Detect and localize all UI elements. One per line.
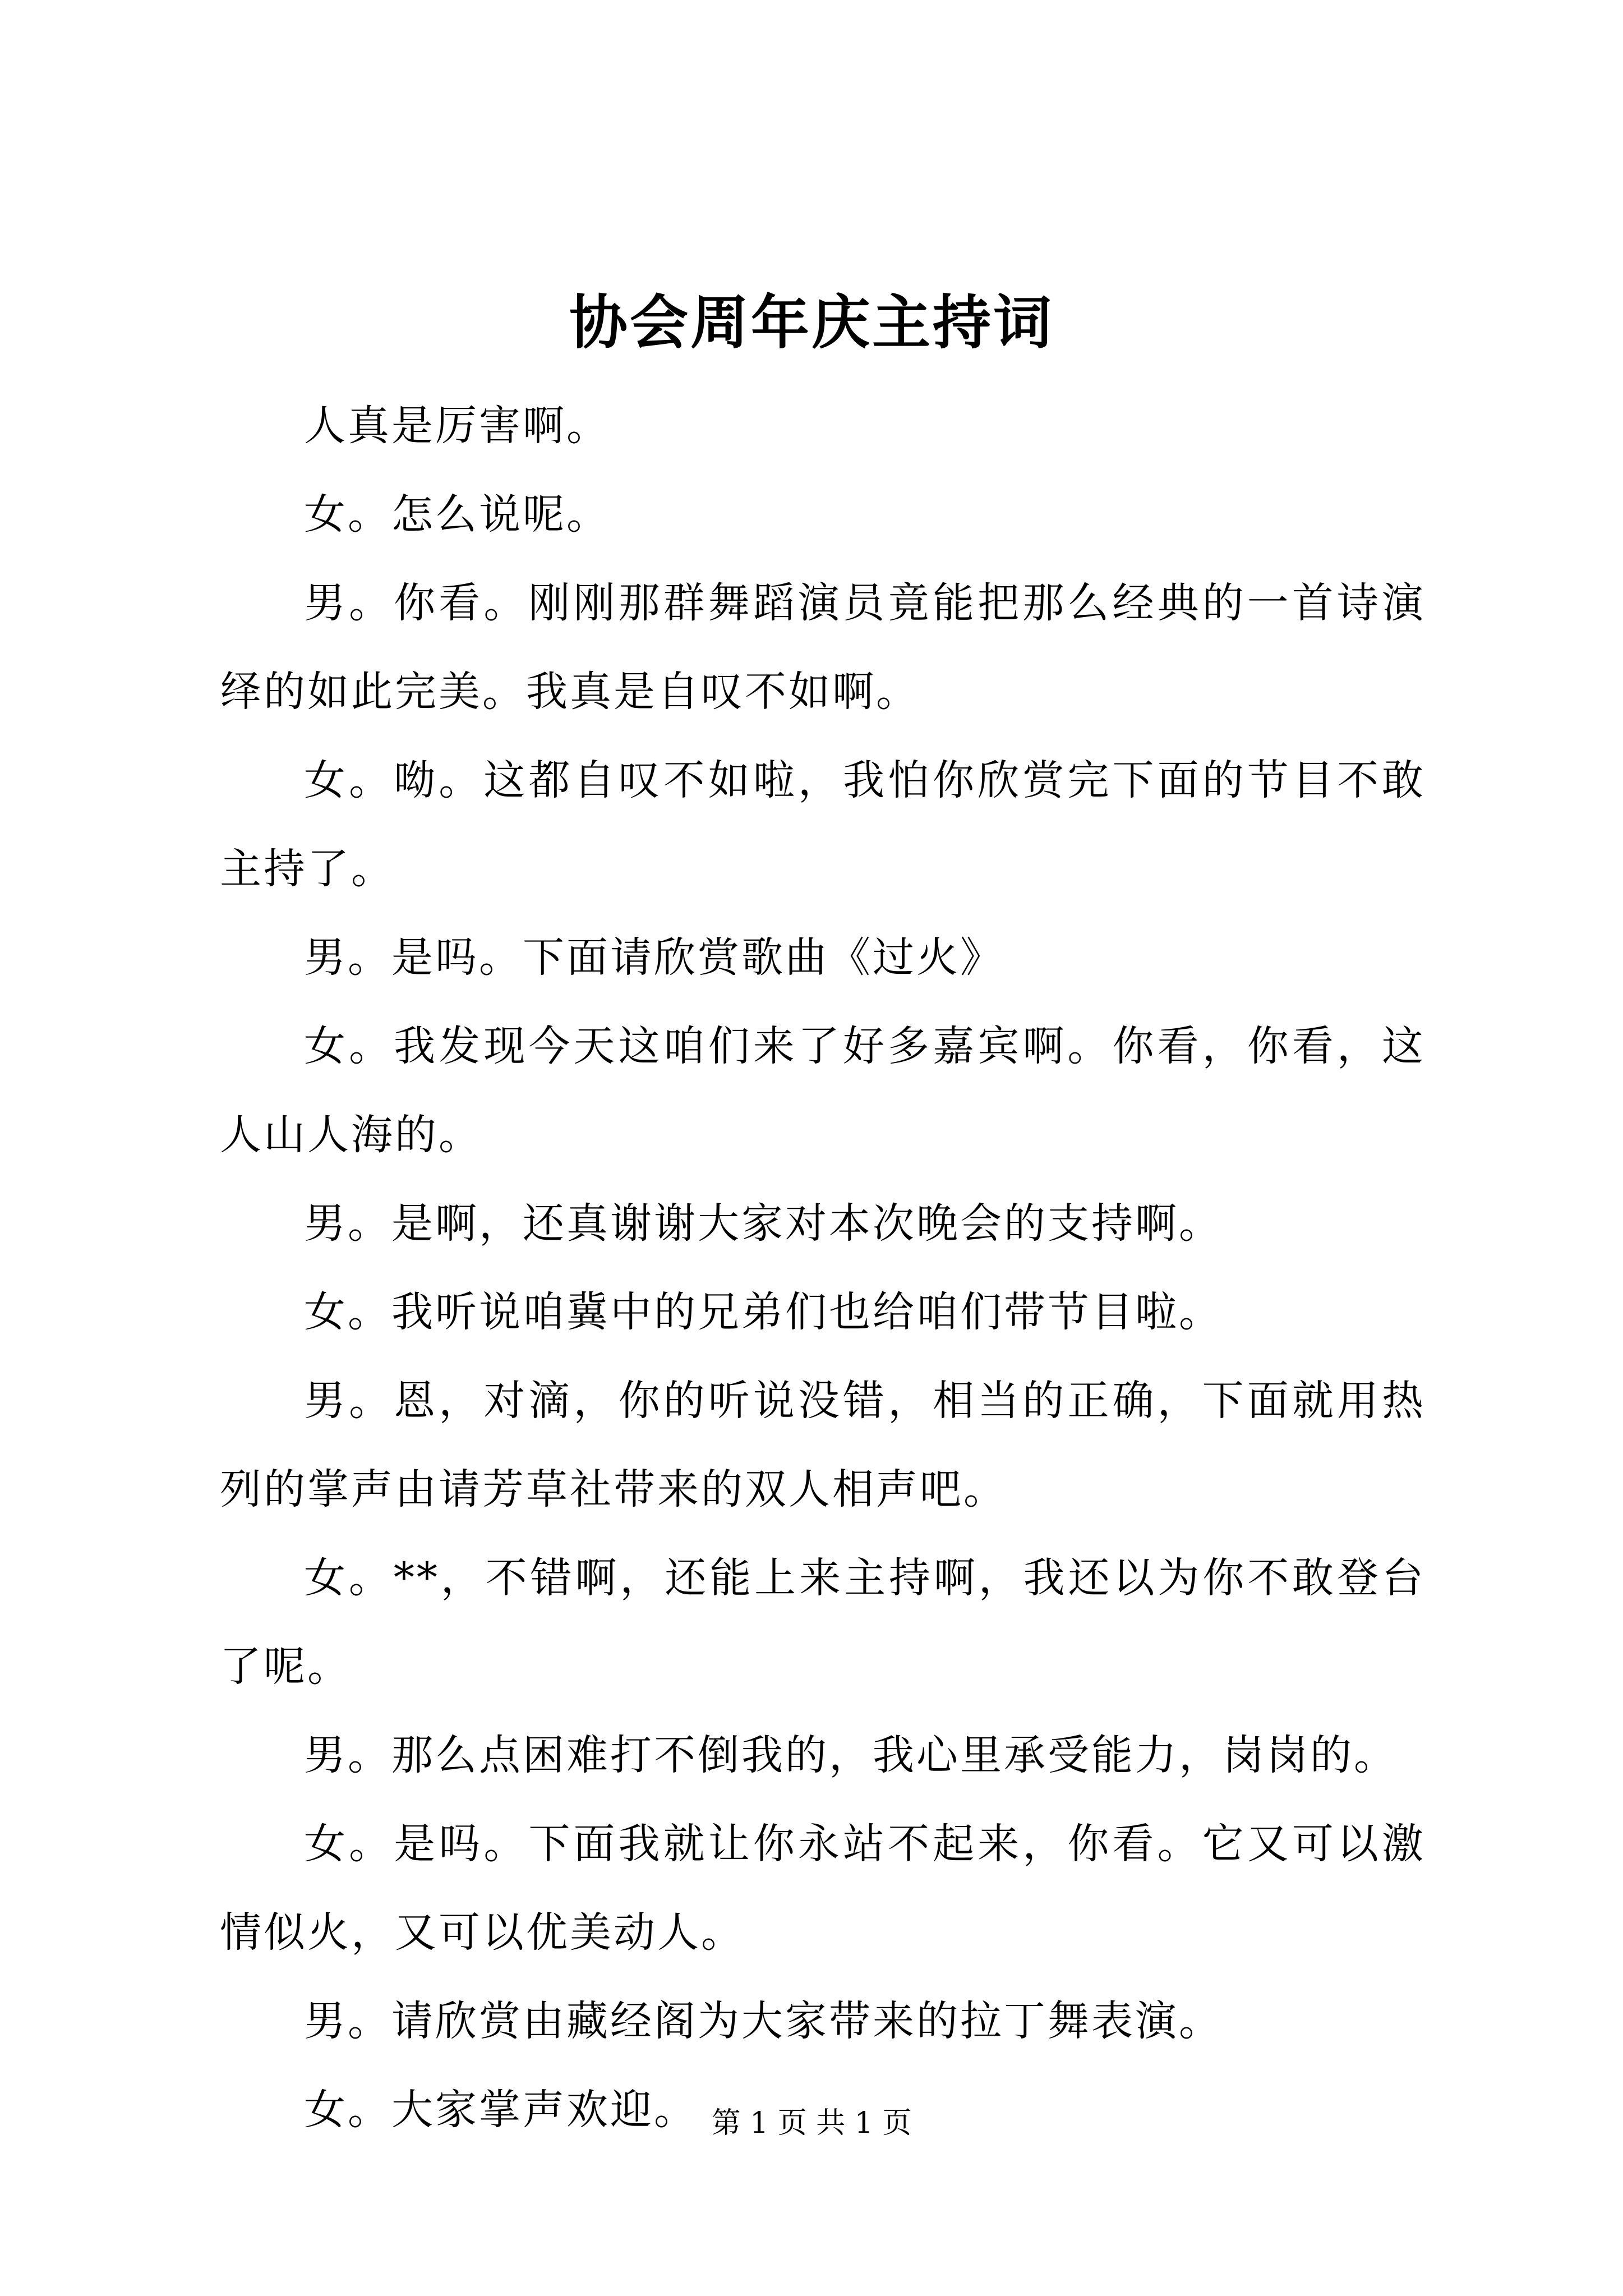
paragraph: 女。大家掌声欢迎。 xyxy=(304,2086,698,2134)
document-title: 协会周年庆主持词 xyxy=(569,288,1054,357)
page-footer: 第 1 页 共 1 页 xyxy=(711,2106,912,2140)
paragraph: 男。你看。刚刚那群舞蹈演员竟能把那么经典的一首诗演绎的如此完美。我真是自叹不如啊。 xyxy=(220,579,1426,716)
paragraph: 人真是厉害啊。 xyxy=(304,402,610,450)
paragraph: 女。是吗。下面我就让你永站不起来，你看。它又可以激情似火，又可以优美动人。 xyxy=(220,1820,1426,1957)
paragraph: 男。是吗。下面请欣赏歌曲《过火》 xyxy=(304,933,1004,982)
document-body xyxy=(220,381,1426,2154)
paragraph: 男。请欣赏由藏经阁为大家带来的拉丁舞表演。 xyxy=(304,1997,1223,2045)
paragraph: 男。是啊，还真谢谢大家对本次晚会的支持啊。 xyxy=(304,1199,1223,1248)
paragraph: 女。呦。这都自叹不如啦，我怕你欣赏完下面的节目不敢主持了。 xyxy=(220,756,1426,893)
paragraph: 女。我听说咱冀中的兄弟们也给咱们带节目啦。 xyxy=(304,1288,1223,1336)
paragraph: 男。那么点困难打不倒我的，我心里承受能力，岗岗的。 xyxy=(304,1731,1398,1779)
paragraph: 女。怎么说呢。 xyxy=(304,490,610,539)
paragraph: 男。恩，对滴，你的听说没错，相当的正确，下面就用热列的掌声由请芳草社带来的双人相声吧。 xyxy=(220,1377,1426,1513)
paragraph: 女。我发现今天这咱们来了好多嘉宾啊。你看，你看，这人山人海的。 xyxy=(220,1022,1426,1159)
paragraph: 女。**，不错啊，还能上来主持啊，我还以为你不敢登台了呢。 xyxy=(220,1554,1426,1691)
